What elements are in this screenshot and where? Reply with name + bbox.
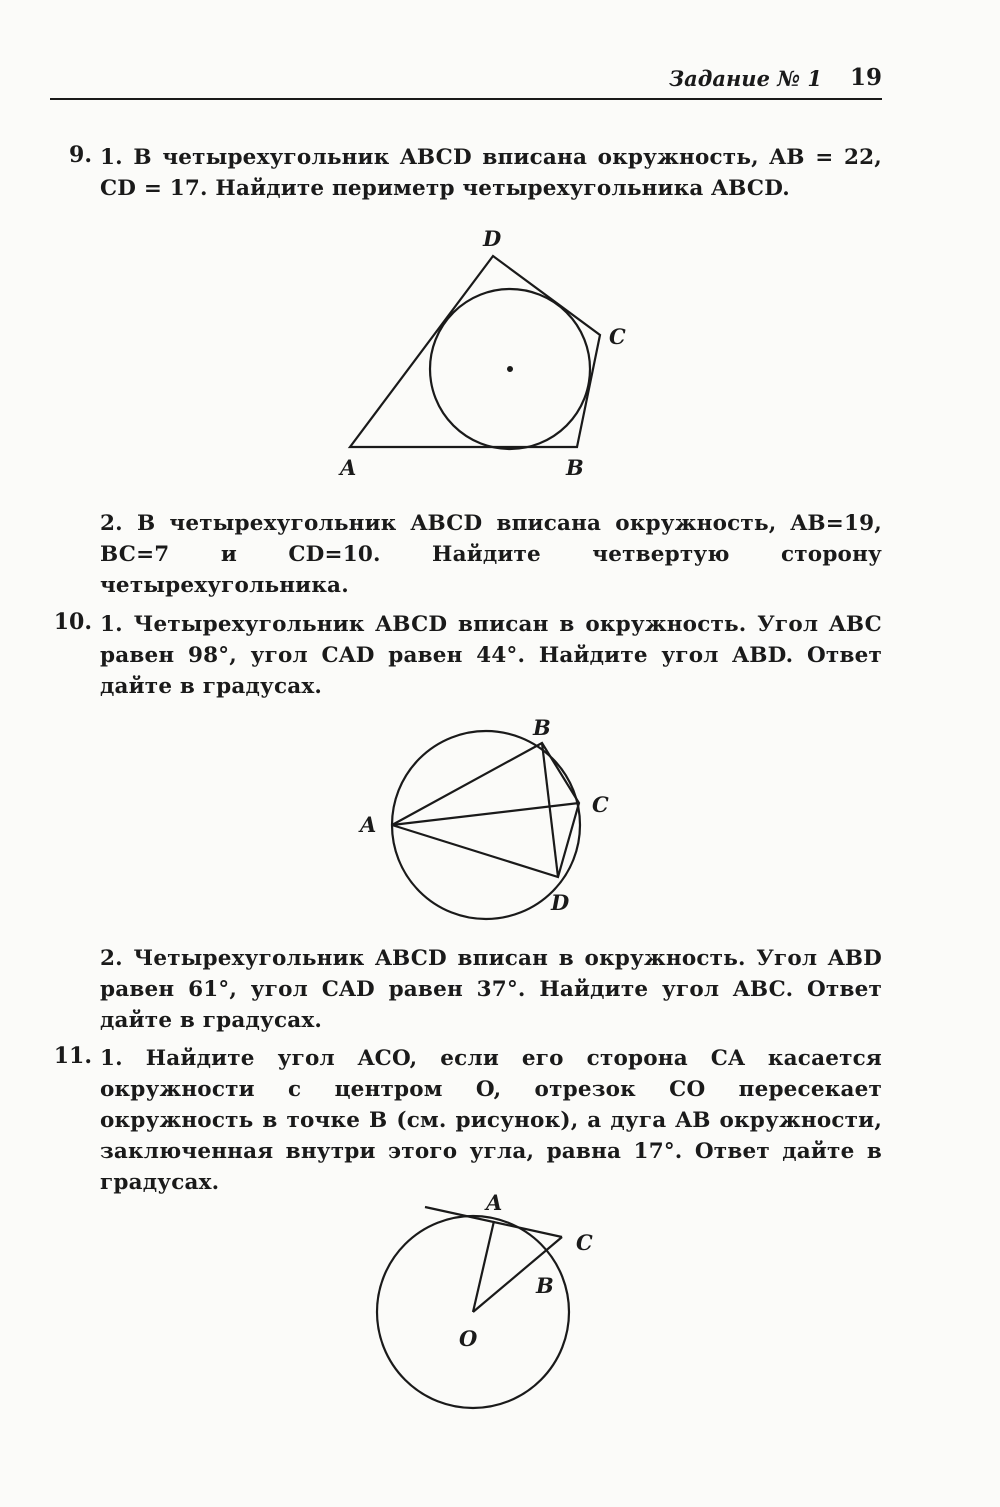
label-a: A	[340, 455, 357, 480]
label-b: B	[533, 715, 551, 740]
section-title: Задание № 1	[669, 66, 822, 91]
problem-10-part1: 1. Четырехугольник ABCD вписан в окружность. Угол ABC равен 98°, угол CAD равен 44°. Найдите угол ABD. Ответ дайте в градусах.	[100, 612, 882, 699]
problem-number: 11.	[53, 1043, 92, 1069]
problem-number: 9.	[69, 142, 92, 168]
page-number: 19	[849, 64, 882, 91]
problem-9-part1: 1. В четырехугольник ABCD вписана окружность, AB = 22, CD = 17. Найдите периметр четырехугольника ABCD.	[100, 145, 882, 201]
label-a: A	[486, 1190, 503, 1215]
problem-9-part2: 2. В четырехугольник ABCD вписана окружность, AB=19, BC=7 и CD=10. Найдите четвертую сторону четырехугольника.	[100, 511, 882, 598]
problem-number: 10.	[53, 609, 92, 635]
label-b: B	[566, 455, 584, 480]
problem-11-part1: 1. Найдите угол ACO, если его сторона CA касается окружности с центром O, отрезок CO пересекает окружность в точке B (см. рисунок), а дуга AB окружности, заключенная внутри этого угла, равна 17°. Ответ дайте в градусах.	[100, 1046, 882, 1195]
label-d: D	[483, 226, 502, 251]
label-o: O	[459, 1326, 478, 1351]
label-c: C	[592, 792, 609, 817]
label-a: A	[360, 812, 377, 837]
label-c: C	[609, 324, 626, 349]
problem-10-part2: 2. Четырехугольник ABCD вписан в окружность. Угол ABD равен 61°, угол CAD равен 37°. Найдите угол ABC. Ответ дайте в градусах.	[100, 946, 882, 1033]
label-d: D	[551, 890, 570, 915]
label-b: B	[536, 1273, 554, 1298]
label-c: C	[576, 1230, 593, 1255]
